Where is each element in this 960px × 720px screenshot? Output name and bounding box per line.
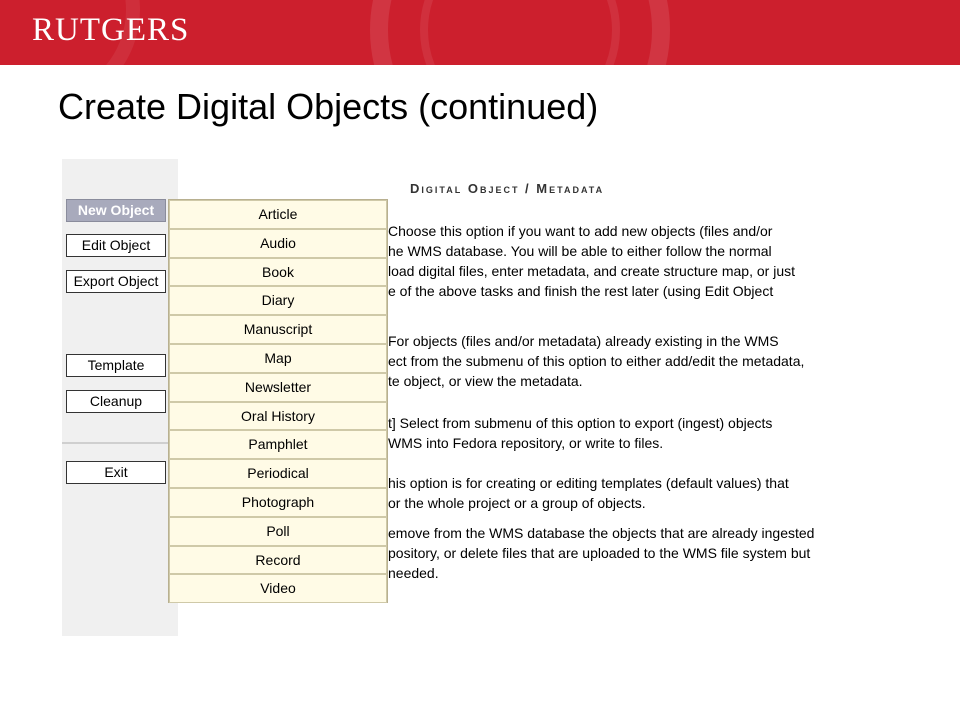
section-heading: Digital Object / Metadata bbox=[410, 181, 605, 196]
submenu-item-newsletter[interactable]: Newsletter bbox=[169, 373, 387, 402]
template-button[interactable]: Template bbox=[66, 354, 166, 377]
submenu-item-poll[interactable]: Poll bbox=[169, 517, 387, 546]
submenu-item-photograph[interactable]: Photograph bbox=[169, 488, 387, 517]
submenu-item-record[interactable]: Record bbox=[169, 546, 387, 575]
new-object-button[interactable]: New Object bbox=[66, 199, 166, 222]
description-new-object: Choose this option if you want to add new objects (files and/or he WMS database. You will be able to either follow the normal load digital files, enter metadata, and create structure map, or just e of the above tasks and finish the rest later (using Edit Object bbox=[388, 223, 795, 299]
description-export-object: t] Select from submenu of this option to export (ingest) objects WMS into Fedora repository, or write to files. bbox=[388, 415, 773, 451]
cleanup-button[interactable]: Cleanup bbox=[66, 390, 166, 413]
left-menu-panel bbox=[62, 159, 178, 636]
submenu-item-diary[interactable]: Diary bbox=[169, 286, 387, 315]
menu-divider bbox=[62, 442, 178, 444]
edit-object-button[interactable]: Edit Object bbox=[66, 234, 166, 257]
exit-button[interactable]: Exit bbox=[66, 461, 166, 484]
rutgers-logo: RUTGERS bbox=[32, 12, 190, 48]
description-template: his option is for creating or editing templates (default values) that or the whole project or a group of objects. bbox=[388, 475, 789, 511]
submenu-item-periodical[interactable]: Periodical bbox=[169, 459, 387, 488]
description-panel bbox=[388, 159, 862, 636]
description-edit-object: For objects (files and/or metadata) already existing in the WMS ect from the submenu of this option to either add/edit the metadata, te object, or view the metadata. bbox=[388, 333, 805, 389]
submenu-item-pamphlet[interactable]: Pamphlet bbox=[169, 430, 387, 459]
submenu-item-audio[interactable]: Audio bbox=[169, 229, 387, 258]
submenu-item-article[interactable]: Article bbox=[169, 200, 387, 229]
submenu-item-video[interactable]: Video bbox=[169, 574, 387, 603]
submenu-item-book[interactable]: Book bbox=[169, 258, 387, 287]
header-banner bbox=[0, 0, 960, 65]
submenu-item-oral-history[interactable]: Oral History bbox=[169, 402, 387, 431]
export-object-button[interactable]: Export Object bbox=[66, 270, 166, 293]
submenu-item-manuscript[interactable]: Manuscript bbox=[169, 315, 387, 344]
slide-title: Create Digital Objects (continued) bbox=[58, 86, 599, 127]
app-screenshot bbox=[62, 159, 862, 636]
description-cleanup: emove from the WMS database the objects that are already ingested pository, or delete files that are uploaded to the WMS file system but needed. bbox=[388, 525, 815, 581]
submenu-item-map[interactable]: Map bbox=[169, 344, 387, 373]
new-object-submenu bbox=[168, 199, 388, 603]
seal-watermark-inner bbox=[420, 0, 620, 65]
